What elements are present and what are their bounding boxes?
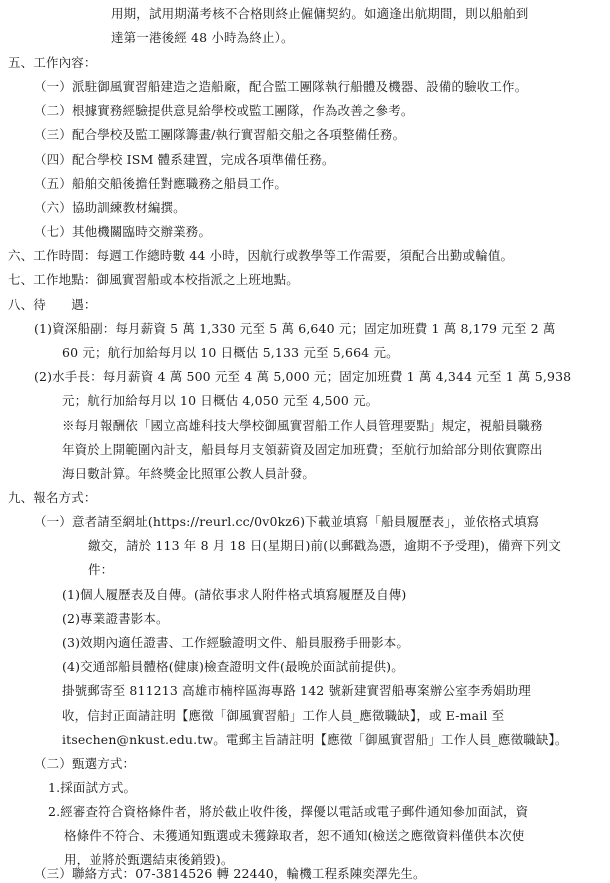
contact-line: （三）聯絡方式：07-3814526 轉 22440，輪機工程系陳奕澤先生。 [34,866,426,881]
text-line: itsechen@nkust.edu.tw。電郵主旨請註明【應徵「御風實習船」工作人員_應徵職缺】。 [62,732,568,747]
note-line: ※每月報酬依「國立高雄科技大學校御風實習船工作人員管理要點」規定，視船員職務 [62,418,543,433]
list-item: (2)專業證書影本。 [62,611,169,626]
text-line: (2)水手長：每月薪資 4 萬 500 元至 4 萬 5,000 元；固定加班費 1 萬 4,344 元至 1 萬 5,938 [34,369,572,384]
list-item: （二）根據實務經驗提供意見給學校或監工團隊，作為改善之參考。 [34,103,414,118]
text-line: 收，信封正面請註明【應徵「御風實習船」工作人員_應徵職缺】，或 E-mail 至 [62,708,505,723]
text-line: 繳交，請於 113 年 8 月 18 日(星期日)前(以郵戳為憑，逾期不予受理)，備齊下列文 [88,538,561,553]
section-line: 七、工作地點：御風實習船或本校指派之上班地點。 [8,272,299,287]
text-line: 用期，試用期滿考核不合格則終止僱傭契約。如適逢出航期間，則以船舶到 [111,6,529,21]
list-item: 1.採面試方式。 [48,780,137,795]
section-heading: 五、工作內容： [8,55,97,70]
note-line: 年資於上開範圍內計支，船員每月支領薪資及固定加班費；至航行加給部分則依實際出 [62,442,543,457]
list-item: （五）船舶交船後擔任對應職務之船員工作。 [34,176,288,191]
text-line: 用，並將於甄選結束後銷毀)。 [64,852,234,867]
text-line: （一）意者請至網址(https://reurl.cc/0v0kz6)下載並填寫「船員履歷表」，並依格式填寫 [34,514,540,529]
section-heading: 八、待 遇： [8,297,97,312]
text-line: 掛號郵寄至 811213 高雄市楠梓區海專路 142 號新建實習船專案辦公室李秀娟助理 [62,683,531,698]
list-item: (4)交通部船員體格(健康)檢查證明文件(最晚於面試前提供)。 [62,659,404,674]
subsection-heading: （二）甄選方式： [34,756,136,771]
list-item: （三）配合學校及監工團隊籌畫/執行實習船交船之各項整備任務。 [34,127,406,142]
list-item: (3)效期內適任證書、工作經驗證明文件、船員服務手冊影本。 [62,635,410,650]
note-line: 海日數計算。年終獎金比照軍公教人員計發。 [62,466,316,481]
list-item: (1)個人履歷表及自傳。(請依事求人附件格式填寫履歷及自傳) [62,587,407,602]
list-item: （一）派駐御風實習船建造之造船廠，配合監工團隊執行船體及機器、設備的驗收工作。 [34,79,528,94]
list-item: 2.經審查符合資格條件者，將於截止收件後，擇優以電話或電子郵件通知參加面試，資 [48,804,529,819]
list-item: （六）協助訓練教材編撰。 [34,200,186,215]
section-heading: 九、報名方式： [8,490,97,505]
text-line: 格條件不符合、未獲通知甄選或未獲錄取者，恕不通知(檢送之應徵資料僅供本次使 [64,828,525,843]
text-line: 60 元；航行加給每月以 10 日概估 5,133 元至 5,664 元。 [62,345,399,360]
list-item: （四）配合學校 ISM 體系建置，完成各項準備任務。 [34,152,335,167]
text-line: 達第一港後經 48 小時為終止）。 [111,30,294,45]
list-item: （七）其他機關臨時交辦業務。 [34,224,212,239]
text-line: (1)資深船副：每月薪資 5 萬 1,330 元至 5 萬 6,640 元；固定加班費 1 萬 8,179 元至 2 萬 [34,321,556,336]
text-line: 件： [88,562,114,577]
section-line: 六、工作時間：每週工作總時數 44 小時，因航行或教學等工作需要，須配合出勤或輪值。 [8,248,514,263]
text-line: 元；航行加給每月以 10 日概估 4,050 元至 4,500 元。 [62,393,379,408]
